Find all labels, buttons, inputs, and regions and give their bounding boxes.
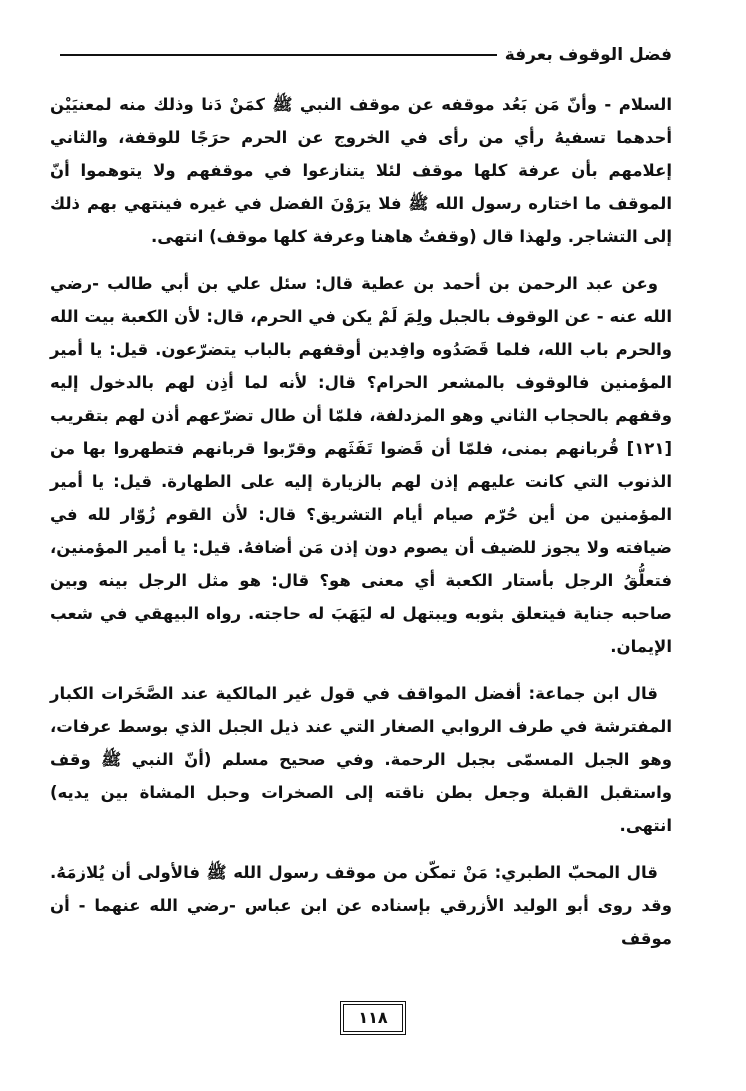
body-text [50, 88, 672, 969]
header-rule [60, 54, 497, 56]
paragraph-1: السلام - وأنّ مَن بَعُد موقفه عن موقف النبي ﷺ كمَنْ دَنا وذلك منه لمعنيَيْن أحدهما تسفيهُ رأي من رأى في الخروج عن الحرم حرَجًا للوقفة، والثاني إعلامهم بأن عرفة كلها موقف لئلا يتنازعوا في موقفهم ولا يتوهموا أنّ الموقف ما اختاره رسول الله ﷺ فلا يرَوْنَ الفضل في غيره فينتهي بهم ذلك إلى التشاجر. ولهذا قال (وقفتُ هاهنا وعرفة كلها موقف) انتهى. [50, 95, 672, 246]
page-header [60, 40, 672, 70]
page-footer [0, 1004, 746, 1032]
running-title: فضل الوقوف بعرفة [504, 45, 672, 65]
page-number: ١١٨ [343, 1004, 403, 1032]
paragraph-4: قال المحبّ الطبري: مَنْ تمكّن من موقف رسول الله ﷺ فالأولى أن يُلازمَهُ. وقد روى أبو الوليد الأزرقي بإسناده عن ابن عباس -رضي الله عنهما - أن موقف [50, 863, 672, 948]
paragraph-3: قال ابن جماعة: أفضل المواقف في قول غير المالكية عند الصَّخَرات الكبار المفترشة في طرف الروابي الصغار التي عند ذيل الجبل الذي بوسط عرفات، وهو الجبل المسمّى بجبل الرحمة. وفي صحيح مسلم (أنّ النبي ﷺ وقف واستقبل القبلة وجعل بطن ناقته إلى الصخرات وحبل المشاة بين يديه) انتهى. [50, 684, 672, 835]
paragraph-2: وعن عبد الرحمن بن أحمد بن عطية قال: سئل علي بن أبي طالب -رضي الله عنه - عن الوقوف بالجبل ولِمَ لَمْ يكن في الحرم، قال: لأن الكعبة بيت الله والحرم باب الله، فلما قَصَدُوه وافِدين أوقفهم بالباب يتضرّعون. قيل: يا أمير المؤمنين فالوقوف بالمشعر الحرام؟ قال: لأنه لما أذِن لهم بالدخول إليه وقفهم بالحجاب الثاني وهو المزدلفة، فلمّا أن طال تضرّعهم أذن لهم بتقريب [١٢١] قُربانهم بمنى، فلمّا أن قَضوا تَفَثَهم وقرّبوا قربانهم فتطهروا بها من الذنوب التي كانت عليهم إذن لهم بالزيارة إليه على الطهارة. قيل: يا أمير المؤمنين من أين حُرّم صيام أيام التشريق؟ قال: لأن القوم زُوّار لله في ضيافته ولا يجوز للضيف أن يصوم دون إذن مَن أضافهُ. قيل: يا أمير المؤمنين، فتعلُّقُ الرجل بأستار الكعبة أي معنى هو؟ قال: هو مثل الرجل بينه وبين صاحبه جناية فيتعلق بثوبه ويبتهل له ليَهَبَ له حاجته. رواه البيهقي في شعب الإيمان. [50, 274, 672, 656]
